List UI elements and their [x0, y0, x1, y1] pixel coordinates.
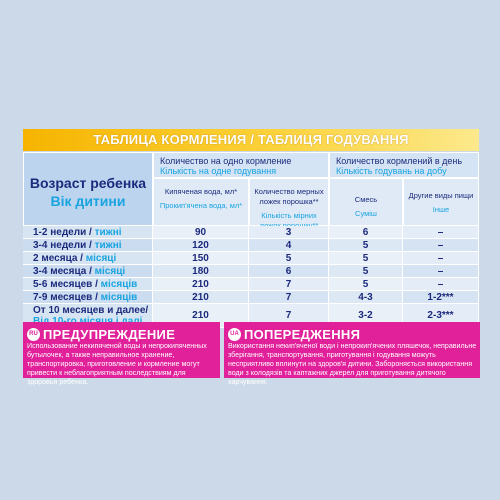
row-spoons: 7: [249, 291, 329, 304]
row-water: 90: [153, 226, 249, 239]
row-water: 210: [153, 278, 249, 291]
row-age-ru: От 10 месяцев и далее/: [33, 305, 149, 316]
row-spoons: 4: [249, 239, 329, 252]
row-water: 150: [153, 252, 249, 265]
warning-ru-text: Использование некипяченой воды и непрокипяченных бутылочек, а также неправильное хранение, транспортировка, приготовление и кормление могут привести к неблагоприятным последствиям для здоровья ребенка.: [27, 342, 207, 386]
row-mix: 5: [329, 239, 403, 252]
header-other: [403, 178, 479, 226]
row-age-ru: 5-6 месяцев /: [33, 279, 98, 290]
table-row: [23, 252, 479, 265]
header-spoons: [249, 178, 329, 226]
row-other: 2-3***: [403, 304, 479, 328]
table-row: [23, 226, 479, 239]
header-per-day-ua: Кількість годувань на добу: [336, 166, 447, 176]
row-spoons: 3: [249, 226, 329, 239]
row-other: –: [403, 239, 479, 252]
header-other-ua: Інше: [432, 205, 450, 214]
row-water: 210: [153, 304, 249, 328]
row-spoons: 7: [249, 304, 329, 328]
row-other: –: [403, 226, 479, 239]
table-row: [23, 291, 479, 304]
row-age-ua: місяці: [85, 253, 117, 264]
warning-ru: [23, 322, 220, 386]
warning-ru-title: ПРЕДУПРЕЖДЕНИЕ: [43, 327, 176, 342]
row-spoons: 6: [249, 265, 329, 278]
header-water-ua: Прокип'ячена вода, мл*: [159, 201, 243, 210]
header-one-feeding: [153, 152, 329, 178]
ua-flag-icon: UA: [228, 328, 241, 341]
ru-flag-icon: RU: [27, 328, 40, 341]
feeding-table: [23, 152, 479, 321]
header-mix: [329, 178, 403, 226]
warning-ua-text: Використання некип'яченої води і непрокип'ячених пляшечок, неправильне зберігання, транспортування, приготування і годування можуть несприятливо вплинути на здоров'я дитини. Забороняється використання води з колодязів та каптажних джерел для приготування дитячого харчування.: [228, 342, 477, 386]
row-age-ru: 3-4 недели /: [33, 240, 92, 251]
row-spoons: 5: [249, 252, 329, 265]
table-row: [23, 265, 479, 278]
table-row: [23, 278, 479, 291]
row-other: –: [403, 252, 479, 265]
table-row: [23, 239, 479, 252]
header-spoons-ua: Кількість мірних: [261, 211, 317, 220]
header-one-feeding-ua: Кількість на одне годування: [160, 166, 277, 176]
header-per-day-ru: Количество кормлений в день: [336, 156, 463, 166]
row-mix: 5: [329, 278, 403, 291]
row-water: 180: [153, 265, 249, 278]
row-other: –: [403, 278, 479, 291]
header-age-ua: Вік дитини: [50, 193, 126, 209]
row-mix: 5: [329, 252, 403, 265]
row-mix: 5: [329, 265, 403, 278]
header-one-feeding-ru: Количество на одно кормление: [160, 156, 292, 166]
header-water: [153, 178, 249, 226]
header-age: [23, 152, 153, 226]
row-mix: 6: [329, 226, 403, 239]
row-mix: 3-2: [329, 304, 403, 328]
row-age-ru: 1-2 недели /: [33, 227, 92, 238]
row-age-ua: тижні: [94, 240, 122, 251]
header-mix-ru: Смесь: [354, 195, 378, 204]
warning-ua: [224, 322, 480, 386]
header-other-ru: Другие виды пищи: [408, 191, 474, 200]
row-water: 120: [153, 239, 249, 252]
header-mix-ua: Суміш: [355, 209, 377, 218]
row-mix: 4-3: [329, 291, 403, 304]
row-age-ru: 7-9 месяцев /: [33, 292, 98, 303]
row-other: 1-2***: [403, 291, 479, 304]
header-age-ru: Возраст ребенка: [29, 175, 147, 191]
warning-ua-title: ПОПЕРЕДЖЕННЯ: [244, 327, 361, 342]
table-title-bar: [23, 129, 479, 151]
row-age-ua: тижні: [94, 227, 122, 238]
row-other: –: [403, 265, 479, 278]
table-title: ТАБЛИЦА КОРМЛЕНИЯ / ТАБЛИЦЯ ГОДУВАННЯ: [93, 132, 409, 147]
row-water: 210: [153, 291, 249, 304]
header-spoons-ru: Количество мерных ложек порошка**: [254, 187, 324, 206]
row-age-ru: 3-4 месяца /: [33, 266, 92, 277]
row-age-ua: місяці: [94, 266, 126, 277]
row-spoons: 7: [249, 278, 329, 291]
row-age-ua: місяців: [100, 279, 138, 290]
header-water-ru: Кипяченая вода, мл*: [164, 187, 238, 196]
header-per-day: [329, 152, 479, 178]
row-age-ru: 2 месяца /: [33, 253, 83, 264]
row-age-ua: місяців: [100, 292, 138, 303]
